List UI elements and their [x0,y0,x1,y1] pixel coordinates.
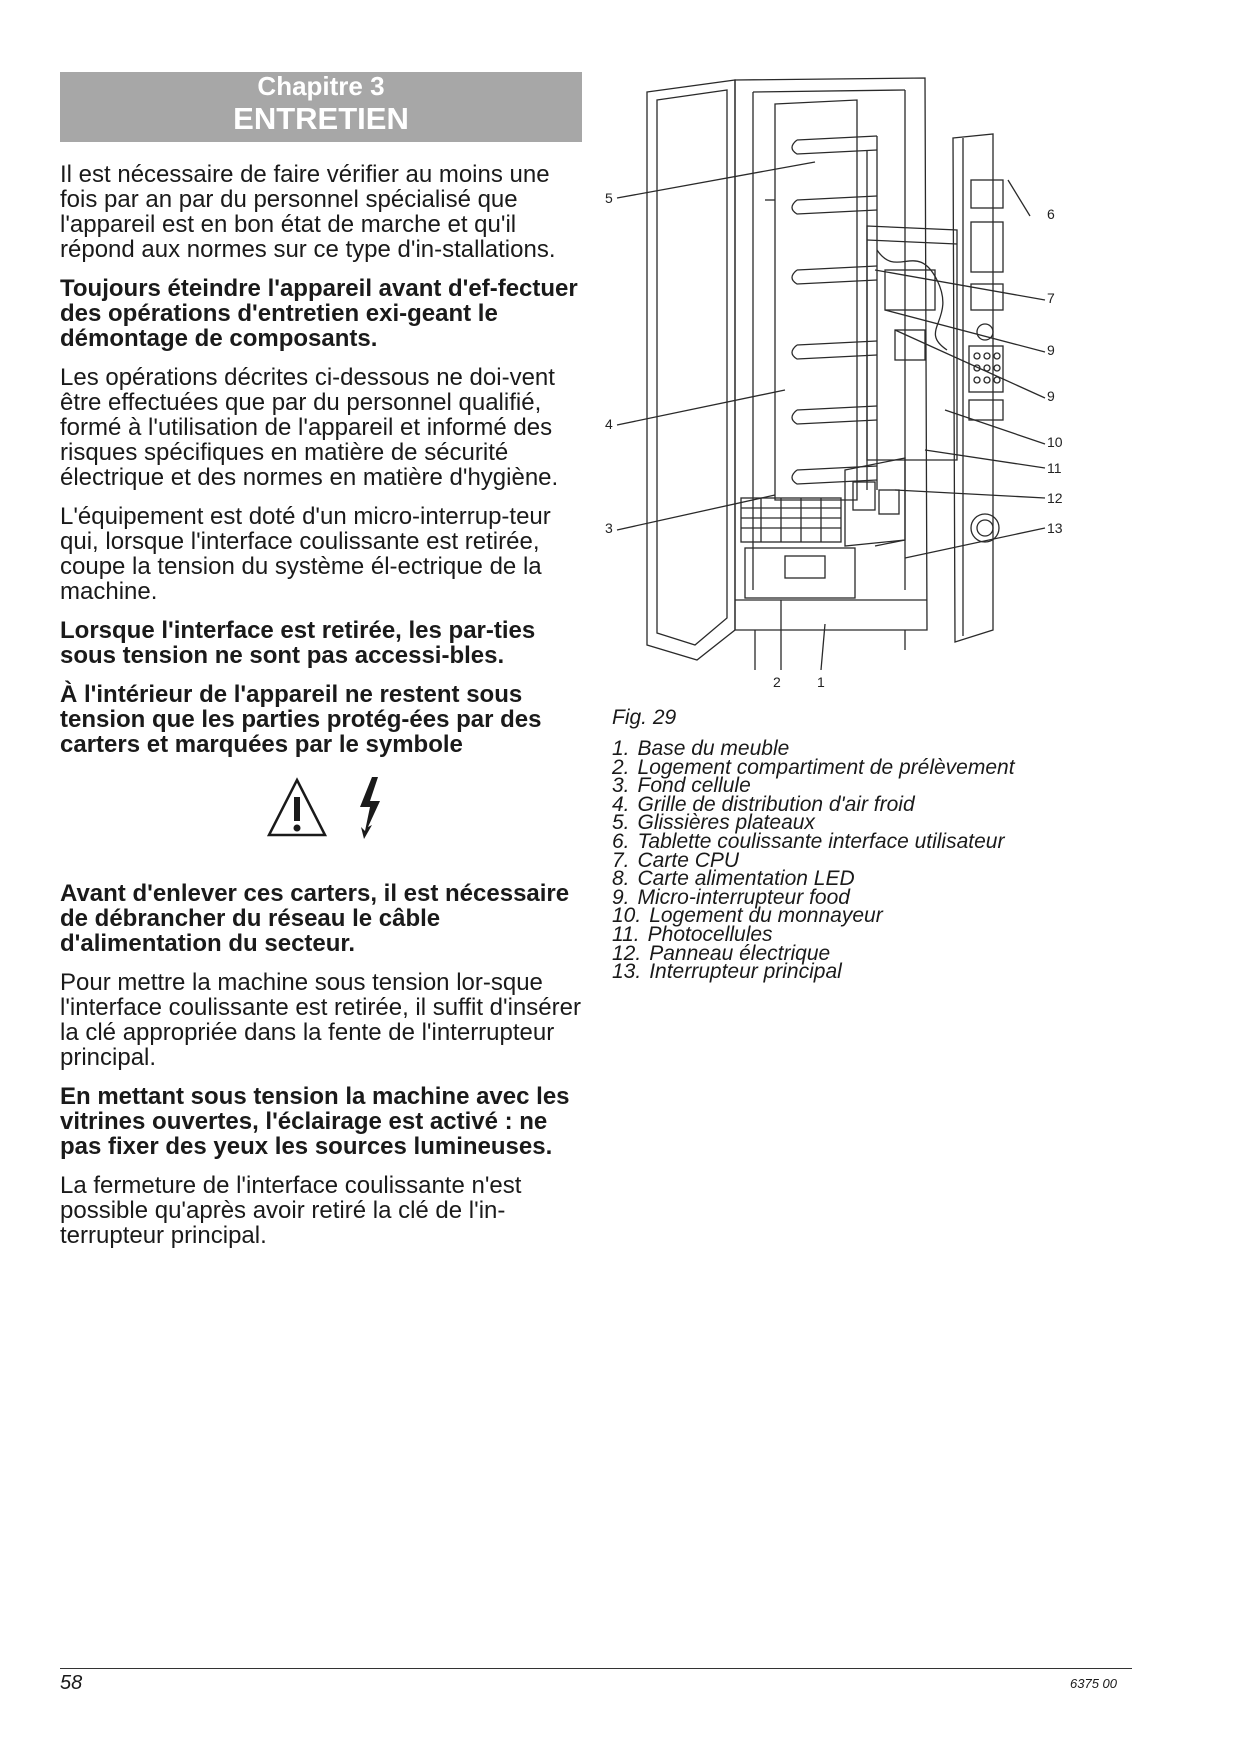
warning-switch-off: Toujours éteindre l'appareil avant d'ef-fectuer des opérations d'entretien exi-geant le démontage de composants. [60,275,578,352]
chapter-number: Chapitre 3 [257,71,385,101]
legend-item: 6. Tablette coulissante interface utilisateur [612,829,1005,853]
document-code: 6375 00 [1070,1676,1117,1691]
legend-item: 3. Fond cellule [612,774,751,798]
warning-disconnect-cable: Avant d'enlever ces carters, il est nécessaire de débrancher du réseau le câble d'alimentation du secteur. [60,880,570,957]
legend-item: 5. Glissières plateaux [612,811,815,835]
warning-lighting: En mettant sous tension la machine avec les vitrines ouvertes, l'éclairage est activé : ne pas fixer des yeux les sources lumineuses. [60,1083,570,1160]
callout-5: 5 [605,190,613,206]
legend-item: 9. Micro-interrupteur food [612,885,850,909]
legend-item: 10. Logement du monnayeur [612,904,883,928]
paragraph-power-key: Pour mettre la machine sous tension lor-sque l'interface coulissante est retirée, il suffit d'insérer la clé appropriée dans la fente de l'interrupteur principal. [60,969,581,1071]
legend-item: 11. Photocellules [612,922,773,946]
callout-12: 12 [1047,490,1063,506]
paragraph-microswitch: L'équipement est doté d'un micro-interrup-teur qui, lorsque l'interface coulissante est retirée, coupe la tension du système él-ectrique de la machine. [60,503,551,605]
paragraph-qualified-staff: Les opérations décrites ci-dessous ne doi-vent être effectuées que par du personnel qualifié, formé à l'utilisation de l'appareil et informé des risques spécifiques en matière de sécurité électrique et des normes en matière d'hygiène. [60,364,559,491]
figure-legend [612,737,1132,984]
warning-live-parts: À l'intérieur de l'appareil ne restent sous tension que les parties protég-ées par des carters et marquées par le symbole [60,681,542,758]
callout-9b: 9 [1047,388,1055,404]
callout-13: 13 [1047,520,1063,536]
legend-item: 13. Interrupteur principal [612,960,842,984]
callout-10: 10 [1047,434,1063,450]
callout-3: 3 [605,520,613,536]
legend-item: 7. Carte CPU [612,848,740,872]
callout-11: 11 [1047,460,1062,476]
figure-caption: Fig. 29 [612,706,677,729]
legend-item: 8. Carte alimentation LED [612,867,855,891]
warning-triangle-icon [266,777,328,839]
callout-9a: 9 [1047,342,1055,358]
machine-figure [605,70,1085,690]
paragraph-intro: Il est nécessaire de faire vérifier au moins une fois par an par du personnel spécialisé que l'appareil est en bon état de marche et qu'il répond aux normes sur ce type d'in-stallations. [60,161,556,263]
legend-item: 12. Panneau électrique [612,941,831,965]
callout-6: 6 [1047,206,1055,222]
footer-divider [60,1668,1132,1669]
vending-machine-drawing [605,70,1085,690]
legend-item: 4. Grille de distribution d'air froid [612,792,915,816]
callout-4: 4 [605,416,613,432]
callout-2: 2 [773,674,781,690]
chapter-title: ENTRETIEN [233,101,409,136]
callout-7: 7 [1047,290,1055,306]
legend-item: 2. Logement compartiment de prélèvement [612,755,1015,779]
high-voltage-icon [356,775,386,841]
chapter-banner [60,72,582,142]
paragraph-closing-interface: La fermeture de l'interface coulissante n'est possible qu'après avoir retiré la clé de l'in-terrupteur principal. [60,1172,522,1249]
page-number: 58 [60,1672,83,1694]
body-text-column [60,162,590,1262]
legend-item: 1. Base du meuble [612,737,790,760]
warning-interface-removed: Lorsque l'interface est retirée, les par-ties sous tension ne sont pas accessi-bles. [60,617,536,669]
callout-1: 1 [817,674,825,690]
hazard-symbols [60,771,590,867]
